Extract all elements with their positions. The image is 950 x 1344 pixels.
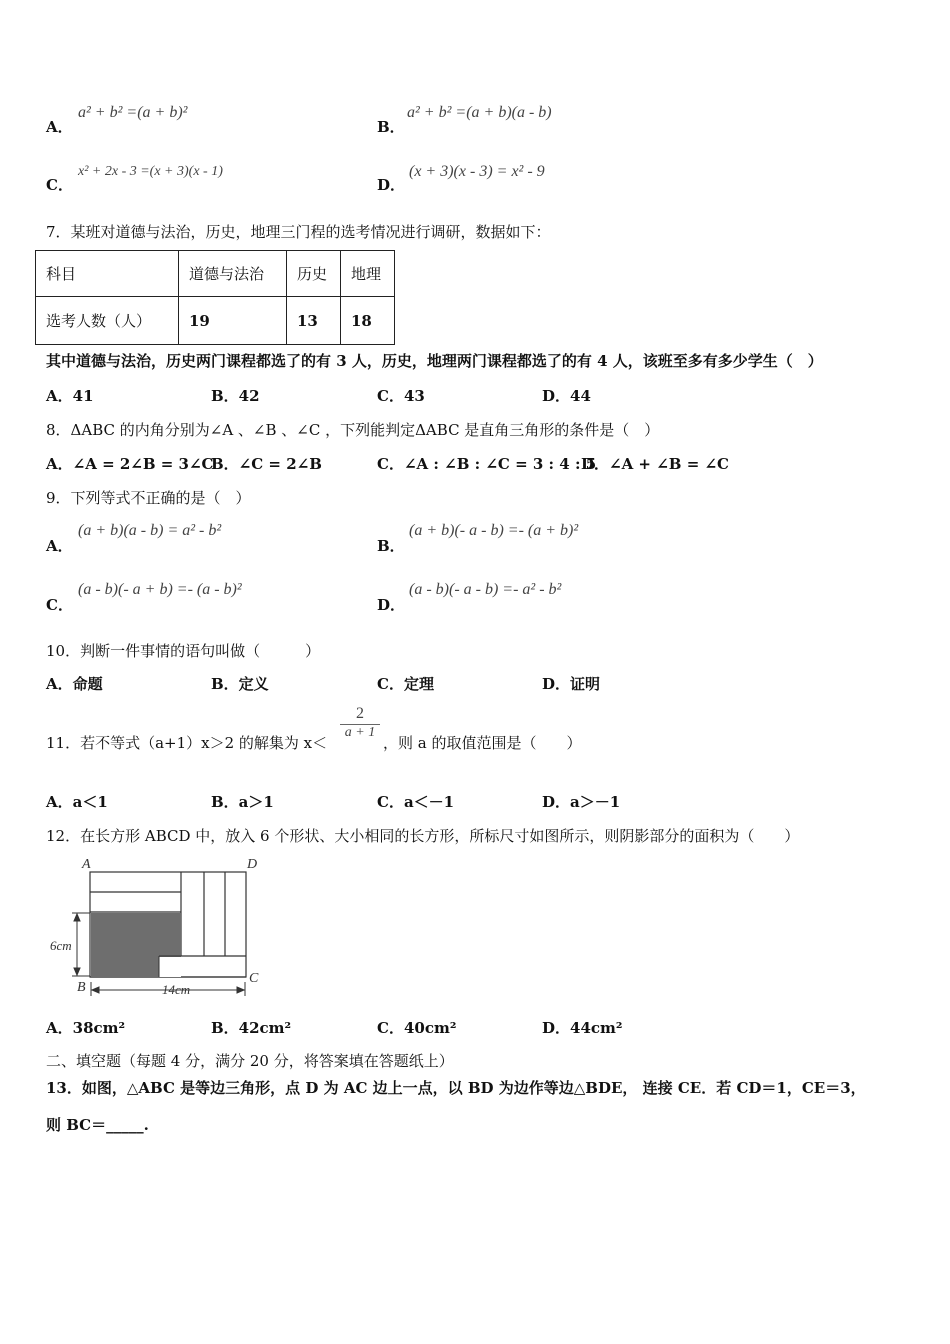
q11-option-a: A．a＜1 (46, 793, 108, 811)
q9-option-c-expr: (a - b)(- a + b) =- (a - b)² (78, 581, 242, 598)
q7-option-d: D．44 (542, 387, 591, 405)
q12-option-c: C．40cm² (377, 1019, 457, 1037)
q12-stem: 12．在长方形 ABCD 中，放入 6 个形状、大小相同的长方形，所标尺寸如图所示，则阴影部分的面积为（ ） (46, 827, 800, 845)
q7-table (35, 250, 395, 345)
q8-option-c: C．∠A : ∠B : ∠C = 3 : 4 : 5 (377, 455, 597, 473)
q7-question: 其中道德与法治，历史两门课程都选了的有 3 人，历史，地理两门课程都选了的有 4 人，该班至多有多少学生（ ） (46, 352, 823, 370)
q10-option-d: D．证明 (542, 675, 601, 693)
q8-stem: 8．ΔABC 的内角分别为∠A 、∠B 、∠C ，下列能判定ΔABC 是直角三角形的条件是（ ） (46, 421, 660, 439)
q7-table-data-row (36, 297, 395, 345)
q11-fraction-numerator: 2 (340, 705, 380, 725)
q7-cell-morality: 19 (179, 297, 287, 345)
q13-line2: 则 BC＝_____. (46, 1116, 149, 1134)
q11-stem-before: 11．若不等式（a+1）x＞2 的解集为 x＜ (46, 734, 328, 752)
q6-option-a-label: A． (46, 118, 73, 136)
q9-option-b-label: B． (377, 537, 405, 555)
q9-option-b-expr: (a + b)(- a - b) =- (a + b)² (409, 522, 579, 539)
q10-option-a: A．命题 (46, 675, 103, 693)
q12-label-a: A (82, 857, 91, 872)
q9-option-d-label: D． (377, 596, 406, 614)
q11-option-b: B．a＞1 (211, 793, 274, 811)
q10-option-b: B．定义 (211, 675, 269, 693)
q12-label-width: 14cm (162, 982, 191, 997)
q12-label-c: C (249, 971, 259, 986)
q10-option-c: C．定理 (377, 675, 434, 693)
q7-stem: 7．某班对道德与法治，历史，地理三门程的选考情况进行调研，数据如下： (46, 223, 551, 241)
q12-option-a: A．38cm² (46, 1019, 126, 1037)
q11-option-d: D．a＞－1 (542, 793, 621, 811)
q12-label-b: B (77, 980, 86, 995)
q9-option-a-label: A． (46, 537, 73, 555)
q11-stem-after: ，则 a 的取值范围是（ ） (383, 734, 582, 752)
q6-option-d-label: D． (377, 176, 406, 194)
q11-fraction (340, 705, 380, 741)
q7-option-c: C．43 (377, 387, 425, 405)
q6-option-b-label: B． (377, 118, 405, 136)
q13-line1: 13．如图，△ABC 是等边三角形，点 D 为 AC 边上一点，以 BD 为边作等边△BDE， 连接 CE．若 CD＝1，CE＝3， (46, 1079, 866, 1097)
q7-header-geography: 地理 (341, 251, 395, 297)
q7-header-subject: 科目 (36, 251, 179, 297)
q11-fraction-denominator: a + 1 (344, 725, 376, 740)
q8-option-d: D．∠A + ∠B = ∠C (581, 455, 729, 473)
q7-header-history: 历史 (287, 251, 341, 297)
q12-option-b: B．42cm² (211, 1019, 292, 1037)
q6-option-c-expr: x² + 2x - 3 =(x + 3)(x - 1) (78, 164, 223, 179)
q9-option-c-label: C． (46, 596, 73, 614)
q12-option-d: D．44cm² (542, 1019, 623, 1037)
q7-option-a: A．41 (46, 387, 94, 405)
q6-option-a-expr: a² + b² =(a + b)² (78, 104, 188, 121)
q7-table-header-row (36, 251, 395, 297)
q7-header-morality: 道德与法治 (179, 251, 287, 297)
q12-label-d: D (247, 857, 258, 872)
q7-cell-count-label: 选考人数（人） (36, 297, 179, 345)
q9-option-d-expr: (a - b)(- a - b) =- a² - b² (409, 581, 562, 598)
q7-option-b: B．42 (211, 387, 260, 405)
q8-option-b: B．∠C = 2∠B (211, 455, 322, 473)
q6-option-c-label: C． (46, 176, 73, 194)
q9-option-a-expr: (a + b)(a - b) = a² - b² (78, 522, 222, 539)
q7-cell-geography: 18 (341, 297, 395, 345)
q6-option-b-expr: a² + b² =(a + b)(a - b) (407, 104, 552, 121)
q8-option-a: A．∠A = 2∠B = 3∠C (46, 455, 214, 473)
section2-title: 二、填空题（每题 4 分，满分 20 分，将答案填在答题纸上） (46, 1052, 454, 1070)
q12-figure (44, 852, 274, 1002)
q9-stem: 9．下列等式不正确的是（ ） (46, 489, 251, 507)
q12-label-height: 6cm (50, 938, 72, 953)
q7-cell-history: 13 (287, 297, 341, 345)
q10-stem: 10．判断一件事情的语句叫做（ ） (46, 642, 321, 660)
q11-option-c: C．a＜－1 (377, 793, 455, 811)
q6-option-d-expr: (x + 3)(x - 3) = x² - 9 (409, 163, 545, 180)
